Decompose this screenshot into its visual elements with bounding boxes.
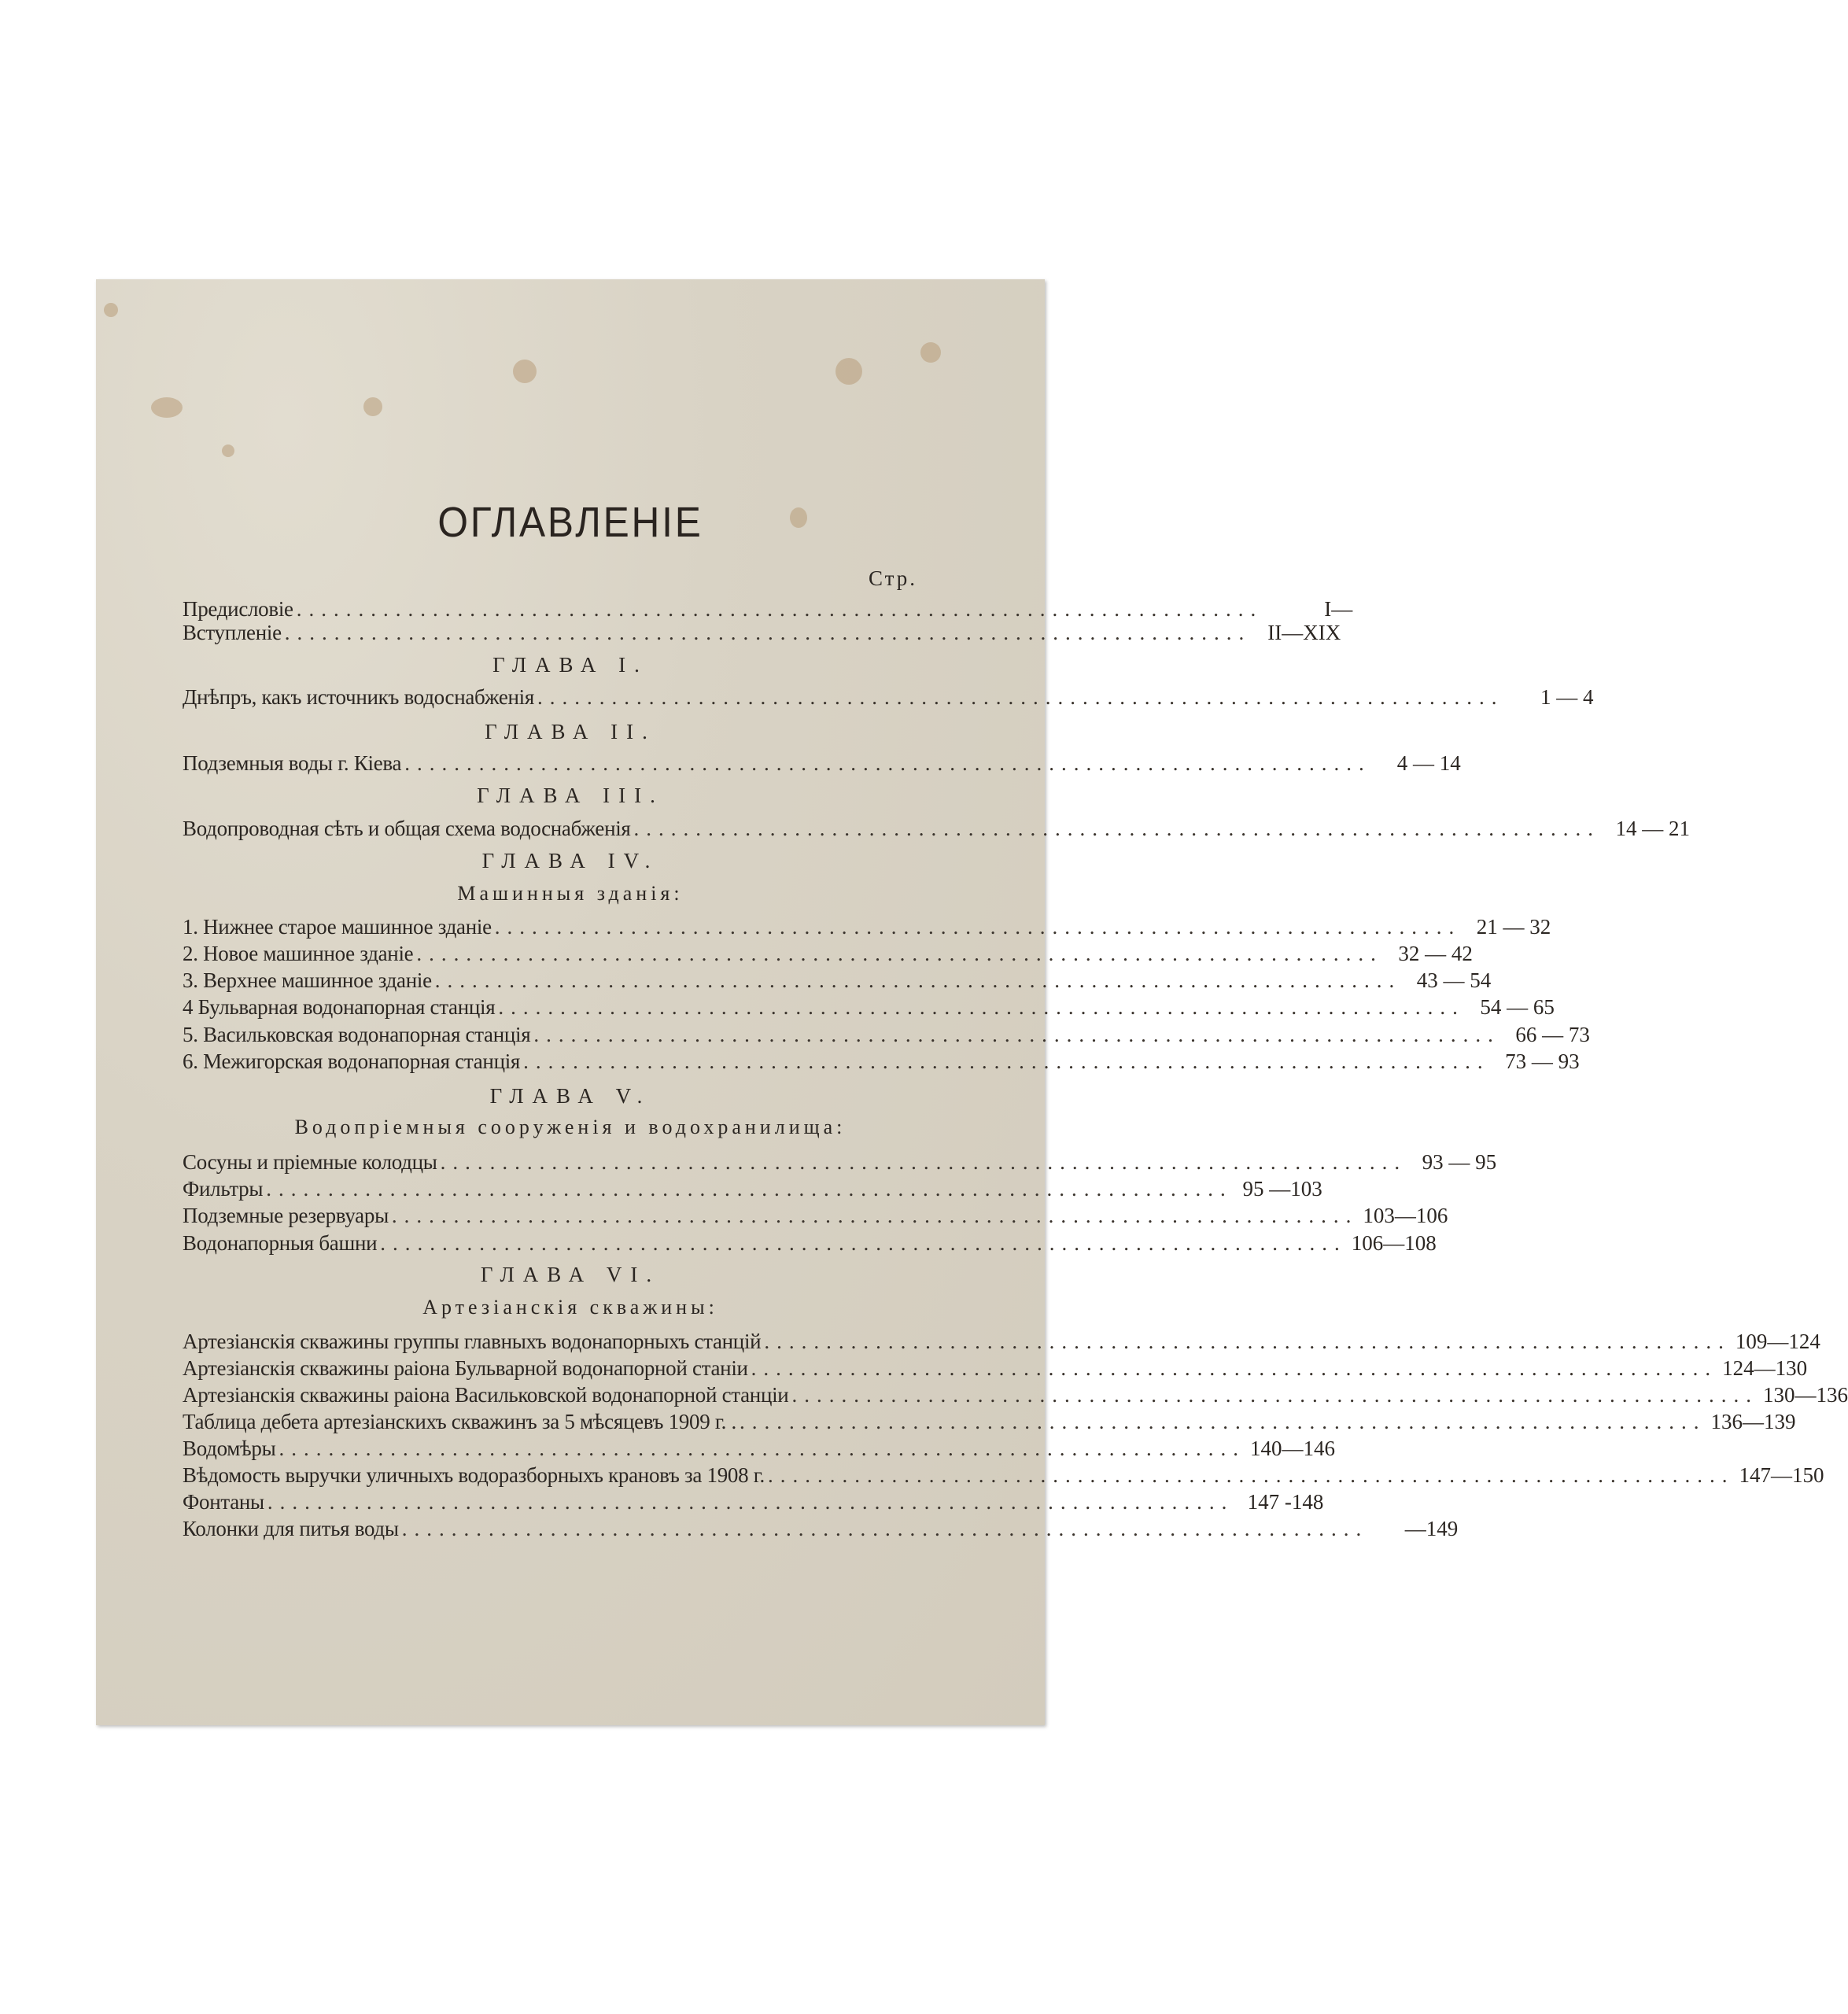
entry-pages: 106—108 bbox=[1351, 1231, 1437, 1255]
leader-dots: .............................................................................. bbox=[278, 1437, 1245, 1460]
entry-label: Фонтаны bbox=[183, 1490, 264, 1514]
toc-entry[interactable] bbox=[183, 750, 1461, 776]
leader-dots: .............................................................................. bbox=[434, 968, 1402, 992]
stain bbox=[835, 358, 862, 385]
entry-label: Водонапорныя башни bbox=[183, 1231, 378, 1255]
entry-pages: 4 — 14 bbox=[1396, 751, 1461, 775]
leader-dots: .............................................................................. bbox=[767, 1463, 1735, 1487]
toc-entry[interactable] bbox=[183, 1515, 1459, 1542]
entry-pages: 93 — 95 bbox=[1422, 1150, 1497, 1174]
entry-pages: —149 bbox=[1404, 1517, 1459, 1540]
leader-dots: .............................................................................. bbox=[764, 1330, 1731, 1353]
toc-entry[interactable] bbox=[183, 913, 1551, 940]
entry-pages: 124—130 bbox=[1722, 1356, 1808, 1380]
toc-entry[interactable] bbox=[183, 596, 1353, 622]
toc-entry[interactable] bbox=[183, 1048, 1580, 1075]
leader-dots: .............................................................................. bbox=[533, 1023, 1500, 1046]
leader-dots: .............................................................................. bbox=[440, 1150, 1407, 1174]
leader-dots: .............................................................................. bbox=[791, 1383, 1758, 1407]
leader-dots: .............................................................................. bbox=[296, 597, 1263, 621]
entry-pages: 103—106 bbox=[1363, 1204, 1448, 1227]
entry-label: 6. Межигорская водонапорная станція bbox=[183, 1049, 521, 1073]
toc-entry[interactable] bbox=[183, 1175, 1322, 1202]
entry-pages: 73 — 93 bbox=[1505, 1049, 1580, 1073]
toc-entry[interactable] bbox=[183, 1328, 1820, 1355]
toc-entry[interactable] bbox=[183, 684, 1594, 710]
page-column-label: Стр. bbox=[868, 566, 917, 590]
chapter-subheading: Машинныя зданія: bbox=[457, 882, 684, 905]
toc-entry[interactable] bbox=[183, 619, 1341, 646]
leader-dots: .............................................................................. bbox=[740, 1410, 1706, 1433]
leader-dots: .............................................................................. bbox=[401, 1517, 1369, 1540]
entry-label: 2. Новое машинное зданіе bbox=[183, 942, 414, 965]
leader-dots: .............................................................................. bbox=[380, 1231, 1347, 1255]
entry-label: 4 Бульварная водонапорная станція bbox=[183, 995, 496, 1019]
entry-label: Колонки для питья воды bbox=[183, 1517, 399, 1540]
entry-label: Вступленіе bbox=[183, 621, 282, 644]
toc-entry[interactable] bbox=[183, 940, 1473, 967]
entry-label: Артезіанскія скважины раіона Бульварной водонапорной станіи bbox=[183, 1356, 748, 1380]
page-title: ОГЛАВЛЕНІЕ bbox=[437, 499, 703, 546]
entry-label: Водомѣры bbox=[183, 1437, 276, 1460]
leader-dots: .............................................................................. bbox=[284, 621, 1252, 644]
chapter-heading: ГЛАВА IV. bbox=[481, 849, 659, 872]
entry-pages: 1 — 4 bbox=[1540, 685, 1594, 709]
entry-pages: 147—150 bbox=[1739, 1463, 1824, 1487]
chapter-subheading: Водопріемныя сооруженія и водохранилища: bbox=[294, 1116, 847, 1138]
leader-dots: .............................................................................. bbox=[633, 817, 1601, 840]
leader-dots: .............................................................................. bbox=[523, 1049, 1490, 1073]
stain bbox=[363, 397, 382, 416]
toc-entry[interactable] bbox=[183, 1408, 1796, 1435]
entry-pages: 32 — 42 bbox=[1398, 942, 1473, 965]
leader-dots: .............................................................................. bbox=[751, 1356, 1718, 1380]
entry-label: Днѣпръ, какъ источникъ водоснабженія bbox=[183, 685, 534, 709]
chapter-heading: ГЛАВА II. bbox=[485, 720, 656, 743]
toc-entry[interactable] bbox=[183, 1230, 1437, 1256]
leader-dots: .............................................................................. bbox=[494, 915, 1462, 939]
stain bbox=[104, 303, 118, 317]
stain bbox=[513, 360, 537, 383]
entry-pages: 21 — 32 bbox=[1476, 915, 1551, 939]
entry-label: 1. Нижнее старое машинное зданіе bbox=[183, 915, 492, 939]
toc-entry[interactable] bbox=[183, 1202, 1448, 1229]
leader-dots: .............................................................................. bbox=[391, 1204, 1359, 1227]
stain bbox=[920, 342, 941, 363]
chapter-heading: ГЛАВА I. bbox=[492, 653, 648, 677]
chapter-subheading: Артезіанскія скважины: bbox=[422, 1296, 718, 1319]
leader-dots: .............................................................................. bbox=[267, 1490, 1234, 1514]
entry-label: Таблица дебета артезіанскихъ скважинъ за 5 мѣсяцевъ 1909 г. . bbox=[183, 1410, 736, 1433]
toc-entry[interactable] bbox=[183, 1149, 1497, 1175]
entry-pages: II—XIX bbox=[1267, 621, 1341, 644]
toc-entry[interactable] bbox=[183, 815, 1691, 842]
entry-label: Предисловіе bbox=[183, 597, 293, 621]
entry-pages: 136—139 bbox=[1710, 1410, 1796, 1433]
chapter-heading: ГЛАВА V. bbox=[489, 1084, 651, 1108]
toc-entry[interactable] bbox=[183, 1488, 1324, 1515]
entry-pages: 43 — 54 bbox=[1416, 968, 1492, 992]
stain bbox=[151, 397, 183, 418]
entry-label: Артезіанскія скважины раіона Васильковской водонапорной станціи bbox=[183, 1383, 789, 1407]
entry-label: Сосуны и пріемные колодцы bbox=[183, 1150, 437, 1174]
toc-entry[interactable] bbox=[183, 994, 1555, 1020]
entry-pages: 140—146 bbox=[1249, 1437, 1335, 1460]
leader-dots: .............................................................................. bbox=[266, 1177, 1233, 1201]
entry-pages: 109—124 bbox=[1735, 1330, 1820, 1353]
leader-dots: .............................................................................. bbox=[416, 942, 1383, 965]
entry-pages: 95 —103 bbox=[1242, 1177, 1322, 1201]
entry-label: Вѣдомость выручки уличныхъ водоразборныхъ крановъ за 1908 г. bbox=[183, 1463, 765, 1487]
entry-pages: 54 — 65 bbox=[1480, 995, 1555, 1019]
entry-label: Артезіанскія скважины группы главныхъ водонапорныхъ станцій bbox=[183, 1330, 762, 1353]
toc-entry[interactable] bbox=[183, 1381, 1848, 1408]
entry-pages: 14 — 21 bbox=[1615, 817, 1691, 840]
entry-pages: 147 -148 bbox=[1247, 1490, 1324, 1514]
entry-label: Подземные резервуары bbox=[183, 1204, 389, 1227]
entry-label: Водопроводная сѣть и общая схема водоснабженія bbox=[183, 817, 631, 840]
toc-entry[interactable] bbox=[183, 967, 1492, 994]
entry-label: 5. Васильковская водонапорная станція bbox=[183, 1023, 531, 1046]
entry-label: Фильтры bbox=[183, 1177, 264, 1201]
entry-pages: I— bbox=[1324, 597, 1353, 621]
entry-label: 3. Верхнее машинное зданіе bbox=[183, 968, 432, 992]
leader-dots: .............................................................................. bbox=[404, 751, 1371, 775]
leader-dots: .............................................................................. bbox=[537, 685, 1504, 709]
toc-entry[interactable] bbox=[183, 1021, 1590, 1048]
entry-label: Подземныя воды г. Кіева bbox=[183, 751, 402, 775]
chapter-heading: ГЛАВА VI. bbox=[480, 1263, 661, 1286]
toc-entry[interactable] bbox=[183, 1355, 1808, 1381]
toc-entry[interactable] bbox=[183, 1462, 1824, 1488]
stain bbox=[222, 444, 234, 457]
chapter-heading: ГЛАВА III. bbox=[477, 784, 664, 807]
entry-pages: 130—136 bbox=[1762, 1383, 1848, 1407]
leader-dots: .............................................................................. bbox=[498, 995, 1465, 1019]
entry-pages: 66 — 73 bbox=[1515, 1023, 1590, 1046]
book-page bbox=[96, 279, 1848, 1725]
toc-entry[interactable] bbox=[183, 1435, 1335, 1462]
